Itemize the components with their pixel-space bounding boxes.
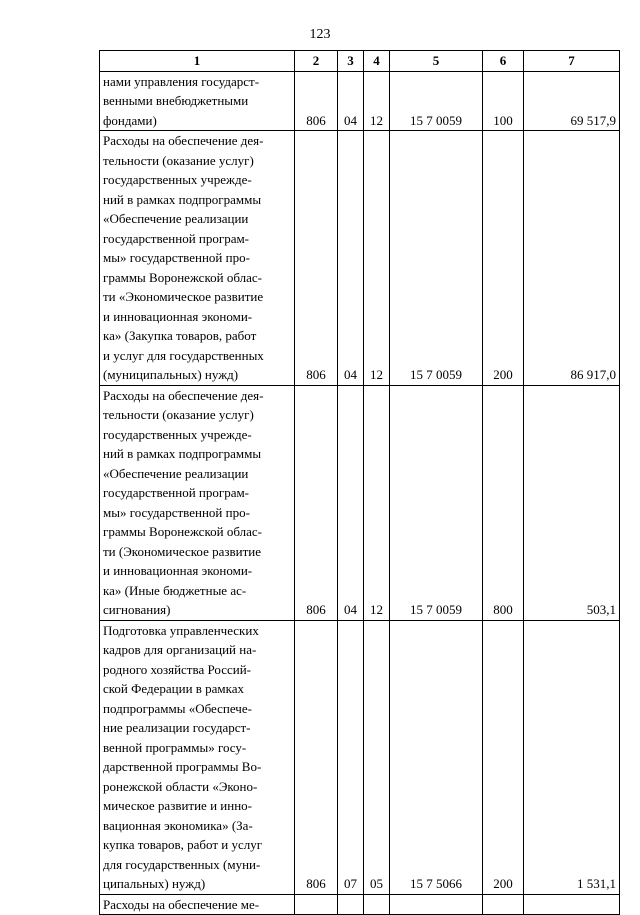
cell-target-code: 15 7 0059 — [390, 131, 483, 386]
budget-table — [99, 50, 620, 915]
column-header: 2 — [295, 51, 338, 72]
cell-subsection: 05 — [364, 620, 390, 894]
column-header: 6 — [483, 51, 524, 72]
cell-grbs: 806 — [295, 71, 338, 131]
row-description: нами управления государст- венными внебюджетными фондами) — [100, 71, 295, 131]
cell-section: 04 — [338, 131, 364, 386]
row-description: Подготовка управленческих кадров для организаций на- родного хозяйства Россий- ской Федерации в рамках подпрограммы «Обеспече- ние реализации государст- венной программы» госу- дарственной программы Во- ронежской области «Эконо- мическое развитие и инно- вационная экономика» (За- купка товаров, работ и услуг для государственных (муни- ципальных) нужд) — [100, 620, 295, 894]
table-row — [100, 620, 620, 894]
table-row — [100, 385, 620, 620]
cell-section — [338, 894, 364, 915]
cell-target-code — [390, 894, 483, 915]
cell-target-code: 15 7 0059 — [390, 385, 483, 620]
cell-amount: 1 531,1 — [524, 620, 620, 894]
table-header-row — [100, 51, 620, 72]
cell-subsection: 12 — [364, 131, 390, 386]
table-row — [100, 131, 620, 386]
page-number: 123 — [309, 27, 331, 42]
cell-section: 04 — [338, 71, 364, 131]
table-row — [100, 894, 620, 915]
column-header: 5 — [390, 51, 483, 72]
cell-amount: 69 517,9 — [524, 71, 620, 131]
cell-expense-type: 200 — [483, 620, 524, 894]
cell-section: 07 — [338, 620, 364, 894]
row-description: Расходы на обеспечение дея- тельности (оказание услуг) государственных учрежде- ний в рамках подпрограммы «Обеспечение реализации государственной програм- мы» государственной про- граммы Воронежской облас- ти «Экономическое развитие и инновационная экономи- ка» (Закупка товаров, работ и услуг для государственных (муниципальных) нужд) — [100, 131, 295, 386]
cell-target-code: 15 7 5066 — [390, 620, 483, 894]
cell-amount: 503,1 — [524, 385, 620, 620]
row-description: Расходы на обеспечение ме- — [100, 894, 295, 915]
column-header: 1 — [100, 51, 295, 72]
row-description: Расходы на обеспечение дея- тельности (оказание услуг) государственных учрежде- ний в рамках подпрограммы «Обеспечение реализации государственной програм- мы» государственной про- граммы Воронежской облас- ти (Экономическое развитие и инновационная экономи- ка» (Иные бюджетные ас- сигнования) — [100, 385, 295, 620]
cell-amount — [524, 894, 620, 915]
cell-target-code: 15 7 0059 — [390, 71, 483, 131]
column-header: 7 — [524, 51, 620, 72]
table-row — [100, 71, 620, 131]
cell-expense-type: 200 — [483, 131, 524, 386]
cell-grbs — [295, 894, 338, 915]
column-header: 4 — [364, 51, 390, 72]
cell-amount: 86 917,0 — [524, 131, 620, 386]
cell-subsection — [364, 894, 390, 915]
cell-section: 04 — [338, 385, 364, 620]
cell-expense-type — [483, 894, 524, 915]
cell-subsection: 12 — [364, 71, 390, 131]
cell-expense-type: 800 — [483, 385, 524, 620]
cell-expense-type: 100 — [483, 71, 524, 131]
cell-grbs: 806 — [295, 131, 338, 386]
cell-subsection: 12 — [364, 385, 390, 620]
cell-grbs: 806 — [295, 620, 338, 894]
cell-grbs: 806 — [295, 385, 338, 620]
column-header: 3 — [338, 51, 364, 72]
